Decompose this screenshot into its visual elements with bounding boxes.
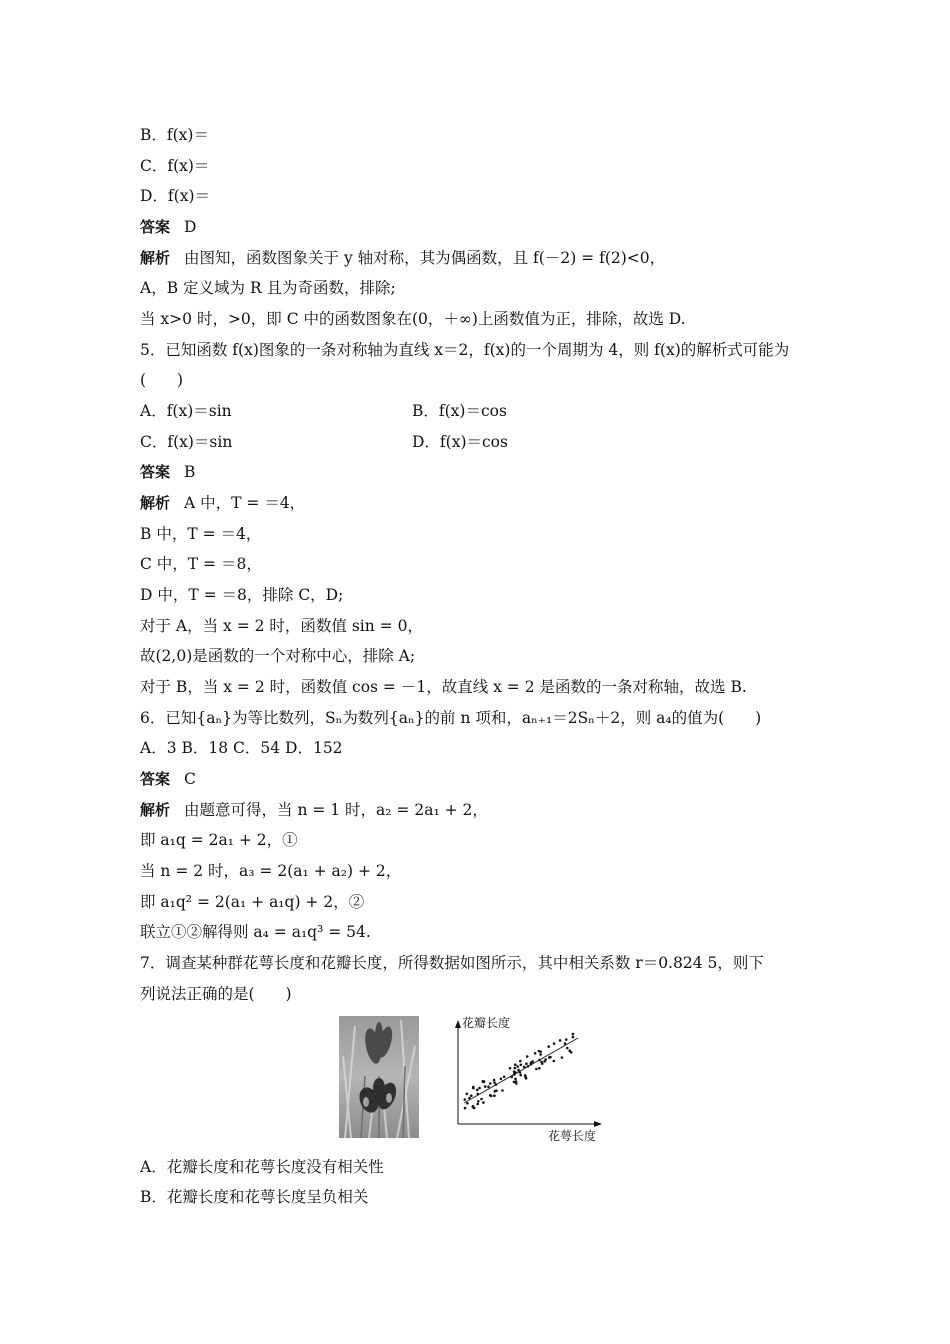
q6-analysis-4: 即 a₁q² = 2(a₁ + a₁q) + 2，② (140, 893, 365, 911)
scatter-point (476, 1089, 479, 1092)
scatter-point (535, 1068, 538, 1071)
q5-analysis-1 (140, 493, 305, 513)
scatter-point (539, 1051, 542, 1054)
scatter-point (565, 1038, 568, 1041)
q5-stem-1: 5．已知函数 f(x)图象的一条对称轴为直线 x＝2，f(x)的一个周期为 4，则 f(x)的解析式可能为 (140, 341, 790, 359)
analysis-label: 解析 (140, 249, 171, 267)
scatter-point (511, 1076, 514, 1079)
scatter-point (482, 1080, 485, 1083)
q6-analysis-3: 当 n = 2 时，a₃ = 2(a₁ + a₂) + 2， (140, 862, 402, 880)
scatter-point (539, 1053, 542, 1056)
scatter-point (478, 1087, 481, 1090)
scatter-point (472, 1105, 475, 1108)
q5-analysis-7: 对于 B，当 x = 2 时，函数值 cos = －1，故直线 x = 2 是函数的一条对称轴，故选 B. (140, 678, 747, 696)
scatter-point (477, 1093, 480, 1096)
y-axis-label: 花瓣长度 (462, 1016, 511, 1030)
answer-label: 答案 (140, 463, 171, 481)
scatter-point (515, 1082, 518, 1085)
q6-stem: 6．已知{aₙ}为等比数列，Sₙ为数列{aₙ}的前 n 项和，aₙ₊₁＝2Sₙ＋2，则 a₄的值为( ) (140, 709, 762, 727)
scatter-point (559, 1039, 562, 1042)
q5-analysis-5: 对于 A，当 x = 2 时，函数值 sin = 0， (140, 617, 423, 635)
x-axis-label: 花萼长度 (548, 1129, 597, 1143)
scatter-point (538, 1059, 541, 1062)
scatter-point (534, 1052, 537, 1055)
scatter-point (566, 1047, 569, 1050)
q5-analysis-6: 故(2,0)是函数的一个对称中心，排除 A; (140, 647, 416, 665)
scatter-point (519, 1071, 522, 1074)
analysis-text: 由题意可得，当 n = 1 时，a₂ = 2a₁ + 2， (184, 801, 488, 819)
answer-value: C (184, 770, 196, 788)
scatter-point (472, 1087, 475, 1090)
analysis-label: 解析 (140, 801, 171, 819)
scatter-point (544, 1058, 547, 1061)
q6-analysis-1 (140, 800, 488, 820)
scatter-plot (452, 1012, 612, 1148)
scatter-point (525, 1077, 528, 1080)
scatter-point (553, 1042, 556, 1045)
scatter-point (548, 1056, 551, 1059)
q5-analysis-4: D 中，T = ＝8，排除 C，D; (140, 586, 344, 604)
q6-options: A．3 B．18 C．54 D．152 (140, 739, 343, 757)
scatter-point (466, 1093, 469, 1096)
regression-line (464, 1038, 578, 1103)
scatter-point (517, 1069, 520, 1072)
analysis-text: A 中，T = ＝4， (184, 494, 306, 512)
scatter-point (477, 1100, 480, 1103)
scatter-points (464, 1033, 575, 1110)
scatter-point (509, 1067, 512, 1070)
scatter-point (494, 1090, 497, 1093)
q4-option-b: B．f(x)＝ (140, 126, 209, 144)
q5-stem-2: ( ) (140, 371, 184, 389)
scatter-point (568, 1049, 571, 1052)
q4-option-d: D．f(x)＝ (140, 187, 210, 205)
q5-options-row-2 (140, 432, 508, 452)
scatter-point (525, 1062, 528, 1065)
q6-analysis-2: 即 a₁q = 2a₁ + 2，① (140, 831, 298, 849)
analysis-label: 解析 (140, 494, 171, 512)
scatter-point (464, 1098, 467, 1101)
scatter-point (547, 1045, 550, 1048)
scatter-point (468, 1097, 471, 1100)
answer-value: D (184, 218, 197, 236)
scatter-point (466, 1102, 469, 1105)
scatter-point (523, 1066, 526, 1069)
scatter-point (489, 1082, 492, 1085)
scatter-point (501, 1089, 504, 1092)
scatter-point (519, 1060, 522, 1063)
scatter-point (564, 1042, 567, 1045)
q5-analysis-2: B 中，T = ＝4， (140, 525, 262, 543)
x-axis-arrow (594, 1121, 602, 1127)
answer-label: 答案 (140, 770, 171, 788)
scatter-point (464, 1107, 467, 1110)
scatter-point (531, 1060, 534, 1063)
scatter-point (553, 1060, 556, 1063)
scatter-point (514, 1067, 517, 1070)
scatter-point (572, 1036, 575, 1039)
q5-analysis-3: C 中，T = ＝8， (140, 555, 262, 573)
q7-stem-2: 列说法正确的是( ) (140, 985, 292, 1003)
scatter-point (480, 1098, 483, 1101)
scatter-point (520, 1064, 523, 1067)
scatter-point (541, 1062, 544, 1065)
scatter-point (514, 1063, 517, 1066)
q4-option-c: C．f(x)＝ (140, 157, 210, 175)
q5-option-b: B．f(x)＝cos (412, 402, 507, 420)
scatter-point (530, 1063, 533, 1066)
iris-flower-photo (339, 1016, 419, 1138)
scatter-point (519, 1074, 522, 1077)
scatter-point (493, 1081, 496, 1084)
analysis-text: 由图知，函数图象关于 y 轴对称，其为偶函数，且 f(－2) = f(2)<0， (184, 249, 666, 267)
q7-stem-1: 7．调查某种群花萼长度和花瓣长度，所得数据如图所示，其中相关系数 r＝0.824 5，则下 (140, 954, 764, 972)
scatter-point (470, 1094, 473, 1097)
answer-label: 答案 (140, 218, 171, 236)
scatter-point (482, 1101, 485, 1104)
q7-option-b: B．花瓣长度和花萼长度呈负相关 (140, 1188, 369, 1206)
scatter-point (493, 1094, 496, 1097)
scatter-point (503, 1076, 506, 1079)
q4-answer-row (140, 217, 196, 237)
scatter-point (500, 1078, 503, 1081)
q4-analysis-3: 当 x>0 时，>0，即 C 中的函数图象在(0，＋∞)上函数值为正，排除，故选 D. (140, 310, 686, 328)
scatter-point (561, 1056, 564, 1059)
scatter-point (489, 1094, 492, 1097)
q5-option-a: A．f(x)＝sin (140, 402, 232, 420)
scatter-point (538, 1067, 541, 1070)
scatter-point (476, 1103, 479, 1106)
scatter-point (484, 1085, 487, 1088)
q4-analysis-2: A，B 定义域为 R 且为奇函数，排除; (140, 279, 396, 297)
y-axis-arrow (455, 1020, 461, 1028)
q6-analysis-5: 联立①②解得则 a₄ = a₁q³ = 54. (140, 923, 371, 941)
scatter-point (516, 1065, 519, 1068)
scatter-point (514, 1078, 517, 1081)
q4-analysis-1 (140, 248, 665, 268)
answer-value: B (184, 463, 196, 481)
scatter-point (572, 1033, 575, 1036)
q5-option-c: C．f(x)＝sin (140, 433, 233, 451)
q5-answer-row (140, 462, 195, 482)
q7-option-a: A．花瓣长度和花萼长度没有相关性 (140, 1158, 384, 1176)
scatter-point (487, 1085, 490, 1088)
scatter-point (513, 1070, 516, 1073)
scatter-point (527, 1065, 530, 1068)
scatter-point (526, 1055, 529, 1058)
scatter-point (493, 1079, 496, 1082)
q6-answer-row (140, 769, 196, 789)
q5-options-row-1 (140, 401, 507, 421)
q5-option-d: D．f(x)＝cos (412, 433, 508, 451)
